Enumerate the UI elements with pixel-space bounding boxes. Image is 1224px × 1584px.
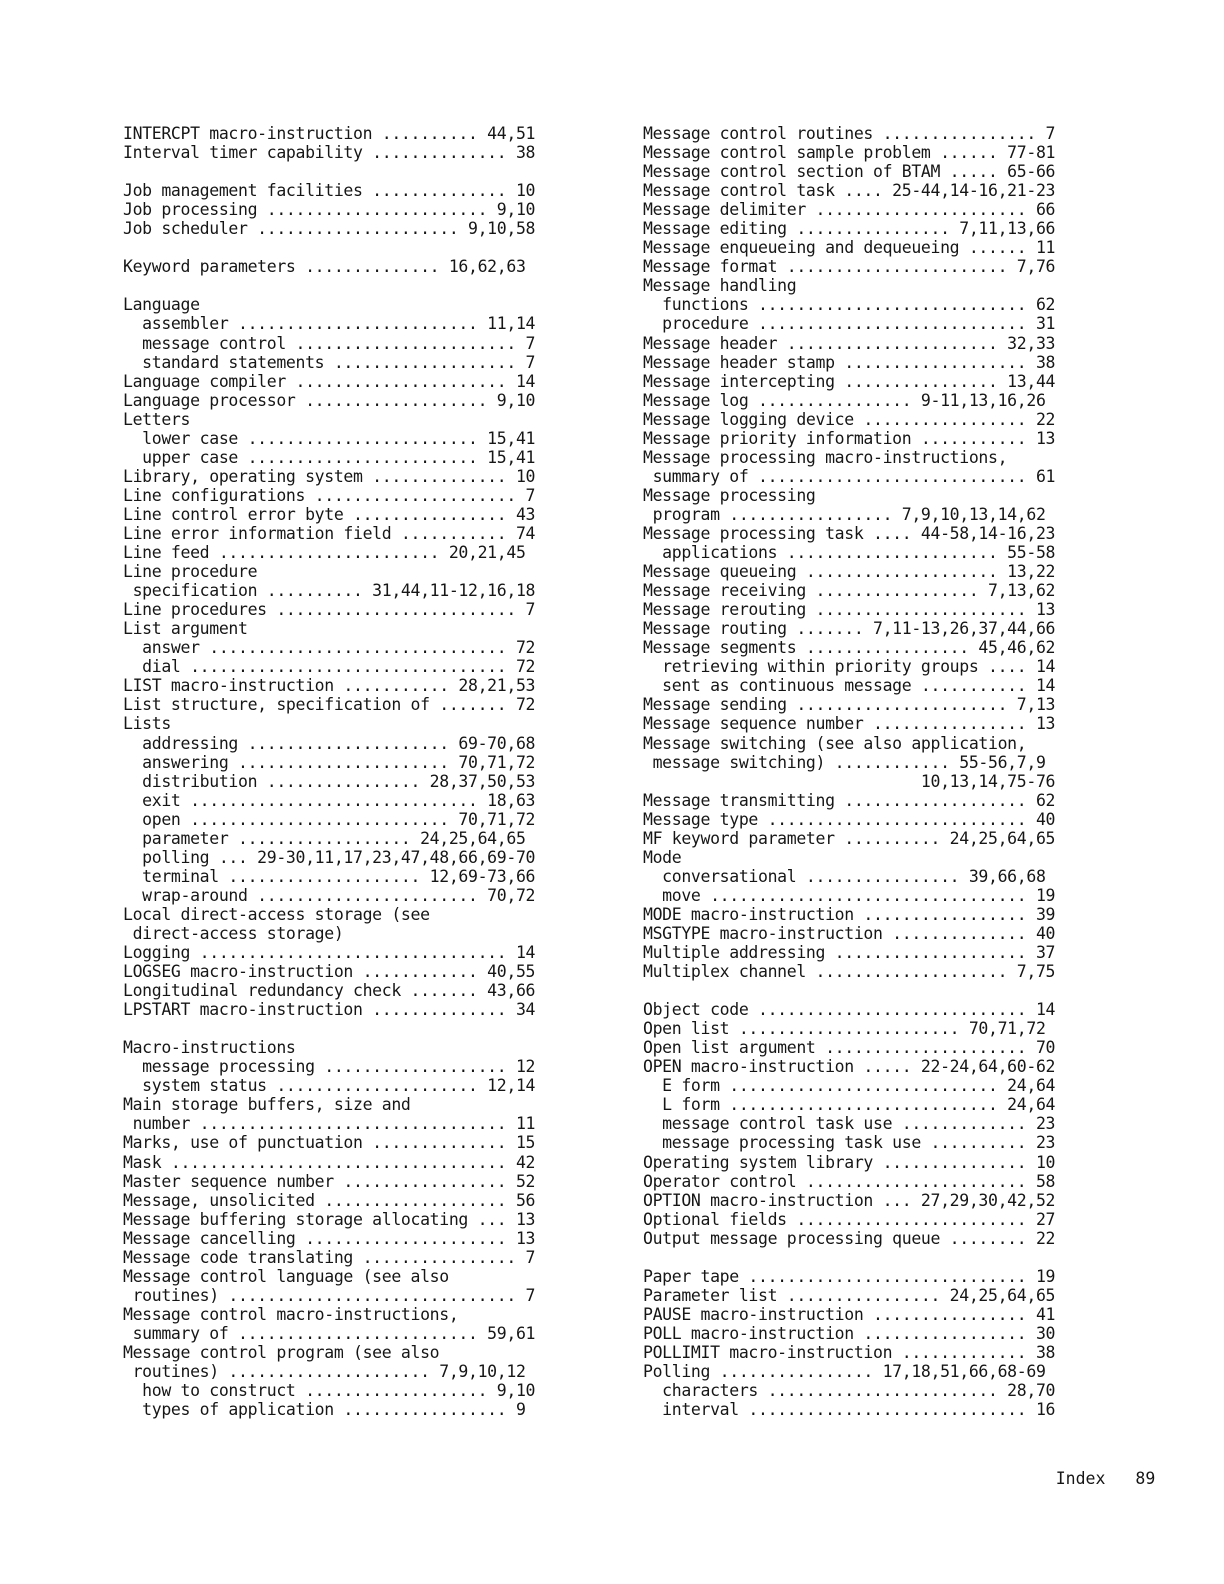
index-entry: 10,13,14,75-76 (643, 771, 1056, 791)
index-entry: OPTION macro-instruction ... 27,29,30,42,52 (643, 1190, 1056, 1210)
index-entry: Language compiler ...................... 14 (123, 371, 536, 391)
index-entry: LPSTART macro-instruction .............. 34 (123, 1000, 536, 1020)
index-entry: Multiplex channel .................... 7,75 (643, 962, 1056, 982)
index-entry: Message transmitting ................... 62 (643, 790, 1056, 810)
index-entry: E form ............................ 24,64 (643, 1076, 1056, 1096)
index-entry: Output message processing queue ........ 22 (643, 1228, 1056, 1248)
index-entry: Polling ................ 17,18,51,66,68-69 (643, 1362, 1046, 1382)
index-entry: Message control language (see also (123, 1266, 449, 1286)
index-entry: Line error information field ........... 74 (123, 523, 536, 543)
index-entry: Letters (123, 409, 191, 429)
index-entry: characters ........................ 28,70 (643, 1381, 1056, 1401)
index-entry: MODE macro-instruction ................. 39 (643, 904, 1056, 924)
index-entry: LOGSEG macro-instruction ............ 40,55 (123, 962, 536, 982)
index-entry: Mode (643, 847, 682, 867)
index-entry: Logging ................................ 14 (123, 943, 536, 963)
blank-line (123, 1019, 535, 1038)
index-entry: Message delimiter ...................... 66 (643, 200, 1056, 220)
index-entry: applications ...................... 55-58 (643, 543, 1056, 563)
index-entry: Language (123, 295, 200, 315)
index-entry: Message, unsolicited ................... 56 (123, 1190, 536, 1210)
index-entry: Line control error byte ................ 43 (123, 504, 536, 524)
index-entry: message control ....................... 7 (123, 333, 536, 353)
index-entry: Message editing ................ 7,11,13,66 (643, 219, 1056, 239)
index-entry: Message header ...................... 32,33 (643, 333, 1056, 353)
index-entry: Message queueing .................... 13,22 (643, 562, 1056, 582)
blank-line (123, 162, 535, 181)
index-entry: upper case ........................ 15,41 (123, 447, 536, 467)
index-entry: Message sequence number ................ 13 (643, 714, 1056, 734)
index-entry: Message type ........................... 40 (643, 809, 1056, 829)
index-entry: polling ... 29-30,11,17,23,47,48,66,69-70 (123, 847, 536, 867)
index-entry: Message intercepting ................ 13,44 (643, 371, 1056, 391)
index-entry: parameter .................. 24,25,64,65 (123, 828, 526, 848)
index-entry: Open list ....................... 70,71,72 (643, 1019, 1046, 1039)
index-entry: MSGTYPE macro-instruction .............. 40 (643, 923, 1056, 943)
index-entry: assembler ......................... 11,14 (123, 314, 536, 334)
index-entry: answer ............................... 72 (123, 638, 536, 658)
index-entry: Local direct-access storage (see (123, 904, 430, 924)
index-entry: Macro-instructions (123, 1038, 296, 1058)
index-entry: Message format ....................... 7,76 (643, 257, 1056, 277)
index-entry: Language processor ................... 9,10 (123, 390, 536, 410)
index-entry: Main storage buffers, size and (123, 1095, 411, 1115)
index-entry: routines) .............................. 7 (123, 1285, 536, 1305)
index-entry: Job scheduler ..................... 9,10,58 (123, 219, 536, 239)
index-entry: Message code translating ................ 7 (123, 1247, 536, 1267)
index-entry: message switching) ............ 55-56,7,9 (643, 752, 1046, 772)
index-entry: Message header stamp ................... 38 (643, 352, 1056, 372)
index-entry: Message logging device ................. 22 (643, 409, 1056, 429)
index-entry: exit .............................. 18,63 (123, 790, 536, 810)
index-entry: sent as continuous message ........... 14 (643, 676, 1056, 696)
index-entry: Message processing task .... 44-58,14-16,23 (643, 523, 1056, 543)
index-entry: Message cancelling ..................... 13 (123, 1228, 536, 1248)
index-entry: standard statements ................... 7 (123, 352, 536, 372)
index-entry: MF keyword parameter .......... 24,25,64,65 (643, 828, 1056, 848)
index-entry: Message control routines ................ 7 (643, 124, 1056, 143)
index-entry: Library, operating system .............. 10 (123, 466, 536, 486)
index-entry: OPEN macro-instruction ..... 22-24,64,60-62 (643, 1057, 1056, 1077)
index-entry: answering ...................... 70,71,72 (123, 752, 536, 772)
index-entry: Keyword parameters .............. 16,62,63 (123, 257, 526, 277)
index-entry: Line configurations ..................... 7 (123, 485, 536, 505)
index-entry: Message control program (see also (123, 1343, 440, 1362)
index-entry: Message switching (see also application, (643, 733, 1027, 753)
index-entry: Multiple addressing .................... 37 (643, 943, 1056, 963)
index-entry: procedure ............................ 31 (643, 314, 1056, 334)
index-entry: Message control macro-instructions, (123, 1304, 459, 1324)
index-entry: retrieving within priority groups .... 14 (643, 657, 1056, 677)
index-entry: types of application ................. 9 (123, 1400, 526, 1420)
index-entry: Paper tape ............................. 19 (643, 1266, 1056, 1286)
index-entry: POLL macro-instruction ................. 30 (643, 1323, 1056, 1343)
index-entry: specification .......... 31,44,11-12,16,18 (123, 581, 536, 601)
index-entry: Optional fields ........................ 27 (643, 1209, 1056, 1229)
index-entry: Line procedure (123, 562, 258, 582)
index-entry: Message control section of BTAM ..... 65-66 (643, 162, 1056, 182)
index-entry: how to construct ................... 9,10 (123, 1381, 536, 1401)
index-entry: direct-access storage) (123, 923, 344, 943)
index-entry: message processing task use .......... 23 (643, 1133, 1056, 1153)
index-entry: Message priority information ........... 13 (643, 428, 1056, 448)
index-entry: addressing ..................... 69-70,68 (123, 733, 536, 753)
index-entry: Marks, use of punctuation .............. 15 (123, 1133, 536, 1153)
blank-line (123, 238, 535, 257)
index-entry: Message processing (643, 485, 816, 505)
index-entry: List argument (123, 619, 248, 639)
index-entry: Message buffering storage allocating ... 13 (123, 1209, 536, 1229)
blank-line (123, 276, 535, 295)
index-entry: Open list argument ..................... 70 (643, 1038, 1056, 1058)
index-entry: Message control sample problem ...... 77-81 (643, 143, 1056, 163)
index-entry: Message log ................ 9-11,13,16,26 (643, 390, 1046, 410)
index-entry: PAUSE macro-instruction ................ 41 (643, 1304, 1056, 1324)
index-entry: Message processing macro-instructions, (643, 447, 1008, 467)
index-entry: routines) ..................... 7,9,10,12 (123, 1362, 526, 1382)
index-entry: List structure, specification of ....... 72 (123, 695, 536, 715)
index-entry: program ................. 7,9,10,13,14,62 (643, 504, 1046, 524)
footer-label: Index (1055, 1469, 1106, 1488)
index-entry: system status ..................... 12,14 (123, 1076, 536, 1096)
index-entry: Lists (123, 714, 171, 734)
page-footer (1016, 1450, 1155, 1507)
index-entry: Parameter list ................ 24,25,64,65 (643, 1285, 1056, 1305)
blank-line (643, 1248, 1055, 1267)
index-entry: Message handling (643, 276, 797, 296)
index-column-left (123, 124, 535, 1419)
index-entry: conversational ................ 39,66,68 (643, 866, 1046, 886)
index-entry: summary of ............................ 61 (643, 466, 1056, 486)
index-entry: wrap-around ....................... 70,72 (123, 885, 536, 905)
index-entry: Object code ............................ 14 (643, 1000, 1056, 1020)
index-entry: Master sequence number ................. 52 (123, 1171, 536, 1191)
index-entry: distribution ................ 28,37,50,53 (123, 771, 536, 791)
index-column-right (643, 124, 1055, 1419)
index-entry: Message rerouting ...................... 13 (643, 600, 1056, 620)
index-entry: Interval timer capability .............. 38 (123, 143, 536, 163)
index-entry: Longitudinal redundancy check ....... 43,66 (123, 981, 536, 1001)
index-entry: functions ............................ 62 (643, 295, 1056, 315)
index-entry: Job management facilities .............. 10 (123, 181, 536, 201)
index-entry: INTERCPT macro-instruction .......... 44,51 (123, 124, 536, 143)
index-entry: summary of ......................... 59,61 (123, 1323, 536, 1343)
index-entry: interval ............................. 16 (643, 1400, 1056, 1420)
blank-line (643, 981, 1055, 1000)
index-entry: Mask ................................... 42 (123, 1152, 536, 1172)
index-entry: terminal .................... 12,69-73,66 (123, 866, 536, 886)
index-entry: Line procedures ......................... 7 (123, 600, 536, 620)
index-entry: Operating system library ............... 10 (643, 1152, 1056, 1172)
index-entry: Message receiving ................. 7,13,62 (643, 581, 1056, 601)
index-entry: Line feed ....................... 20,21,45 (123, 543, 526, 563)
index-entry: number ................................ 11 (123, 1114, 536, 1134)
index-entry: move ................................. 19 (643, 885, 1056, 905)
index-entry: LIST macro-instruction ........... 28,21,53 (123, 676, 536, 696)
page-number: 89 (1135, 1469, 1156, 1488)
index-entry: message processing ................... 12 (123, 1057, 536, 1077)
index-entry: lower case ........................ 15,41 (123, 428, 536, 448)
index-entry: Operator control ....................... 58 (643, 1171, 1056, 1191)
index-entry: Message routing ....... 7,11-13,26,37,44,66 (643, 619, 1056, 639)
index-entry: Message control task .... 25-44,14-16,21-23 (643, 181, 1056, 201)
index-entry: dial ................................. 72 (123, 657, 536, 677)
index-entry: Message sending ...................... 7,13 (643, 695, 1056, 715)
index-entry: message control task use ............. 23 (643, 1114, 1056, 1134)
index-entry: Job processing ....................... 9,10 (123, 200, 536, 220)
index-entry: Message enqueueing and dequeueing ...... 11 (643, 238, 1056, 258)
index-entry: POLLIMIT macro-instruction ............. 38 (643, 1343, 1056, 1362)
index-entry: open ........................... 70,71,72 (123, 809, 536, 829)
index-entry: Message segments ................. 45,46,62 (643, 638, 1056, 658)
index-entry: L form ............................ 24,64 (643, 1095, 1056, 1115)
